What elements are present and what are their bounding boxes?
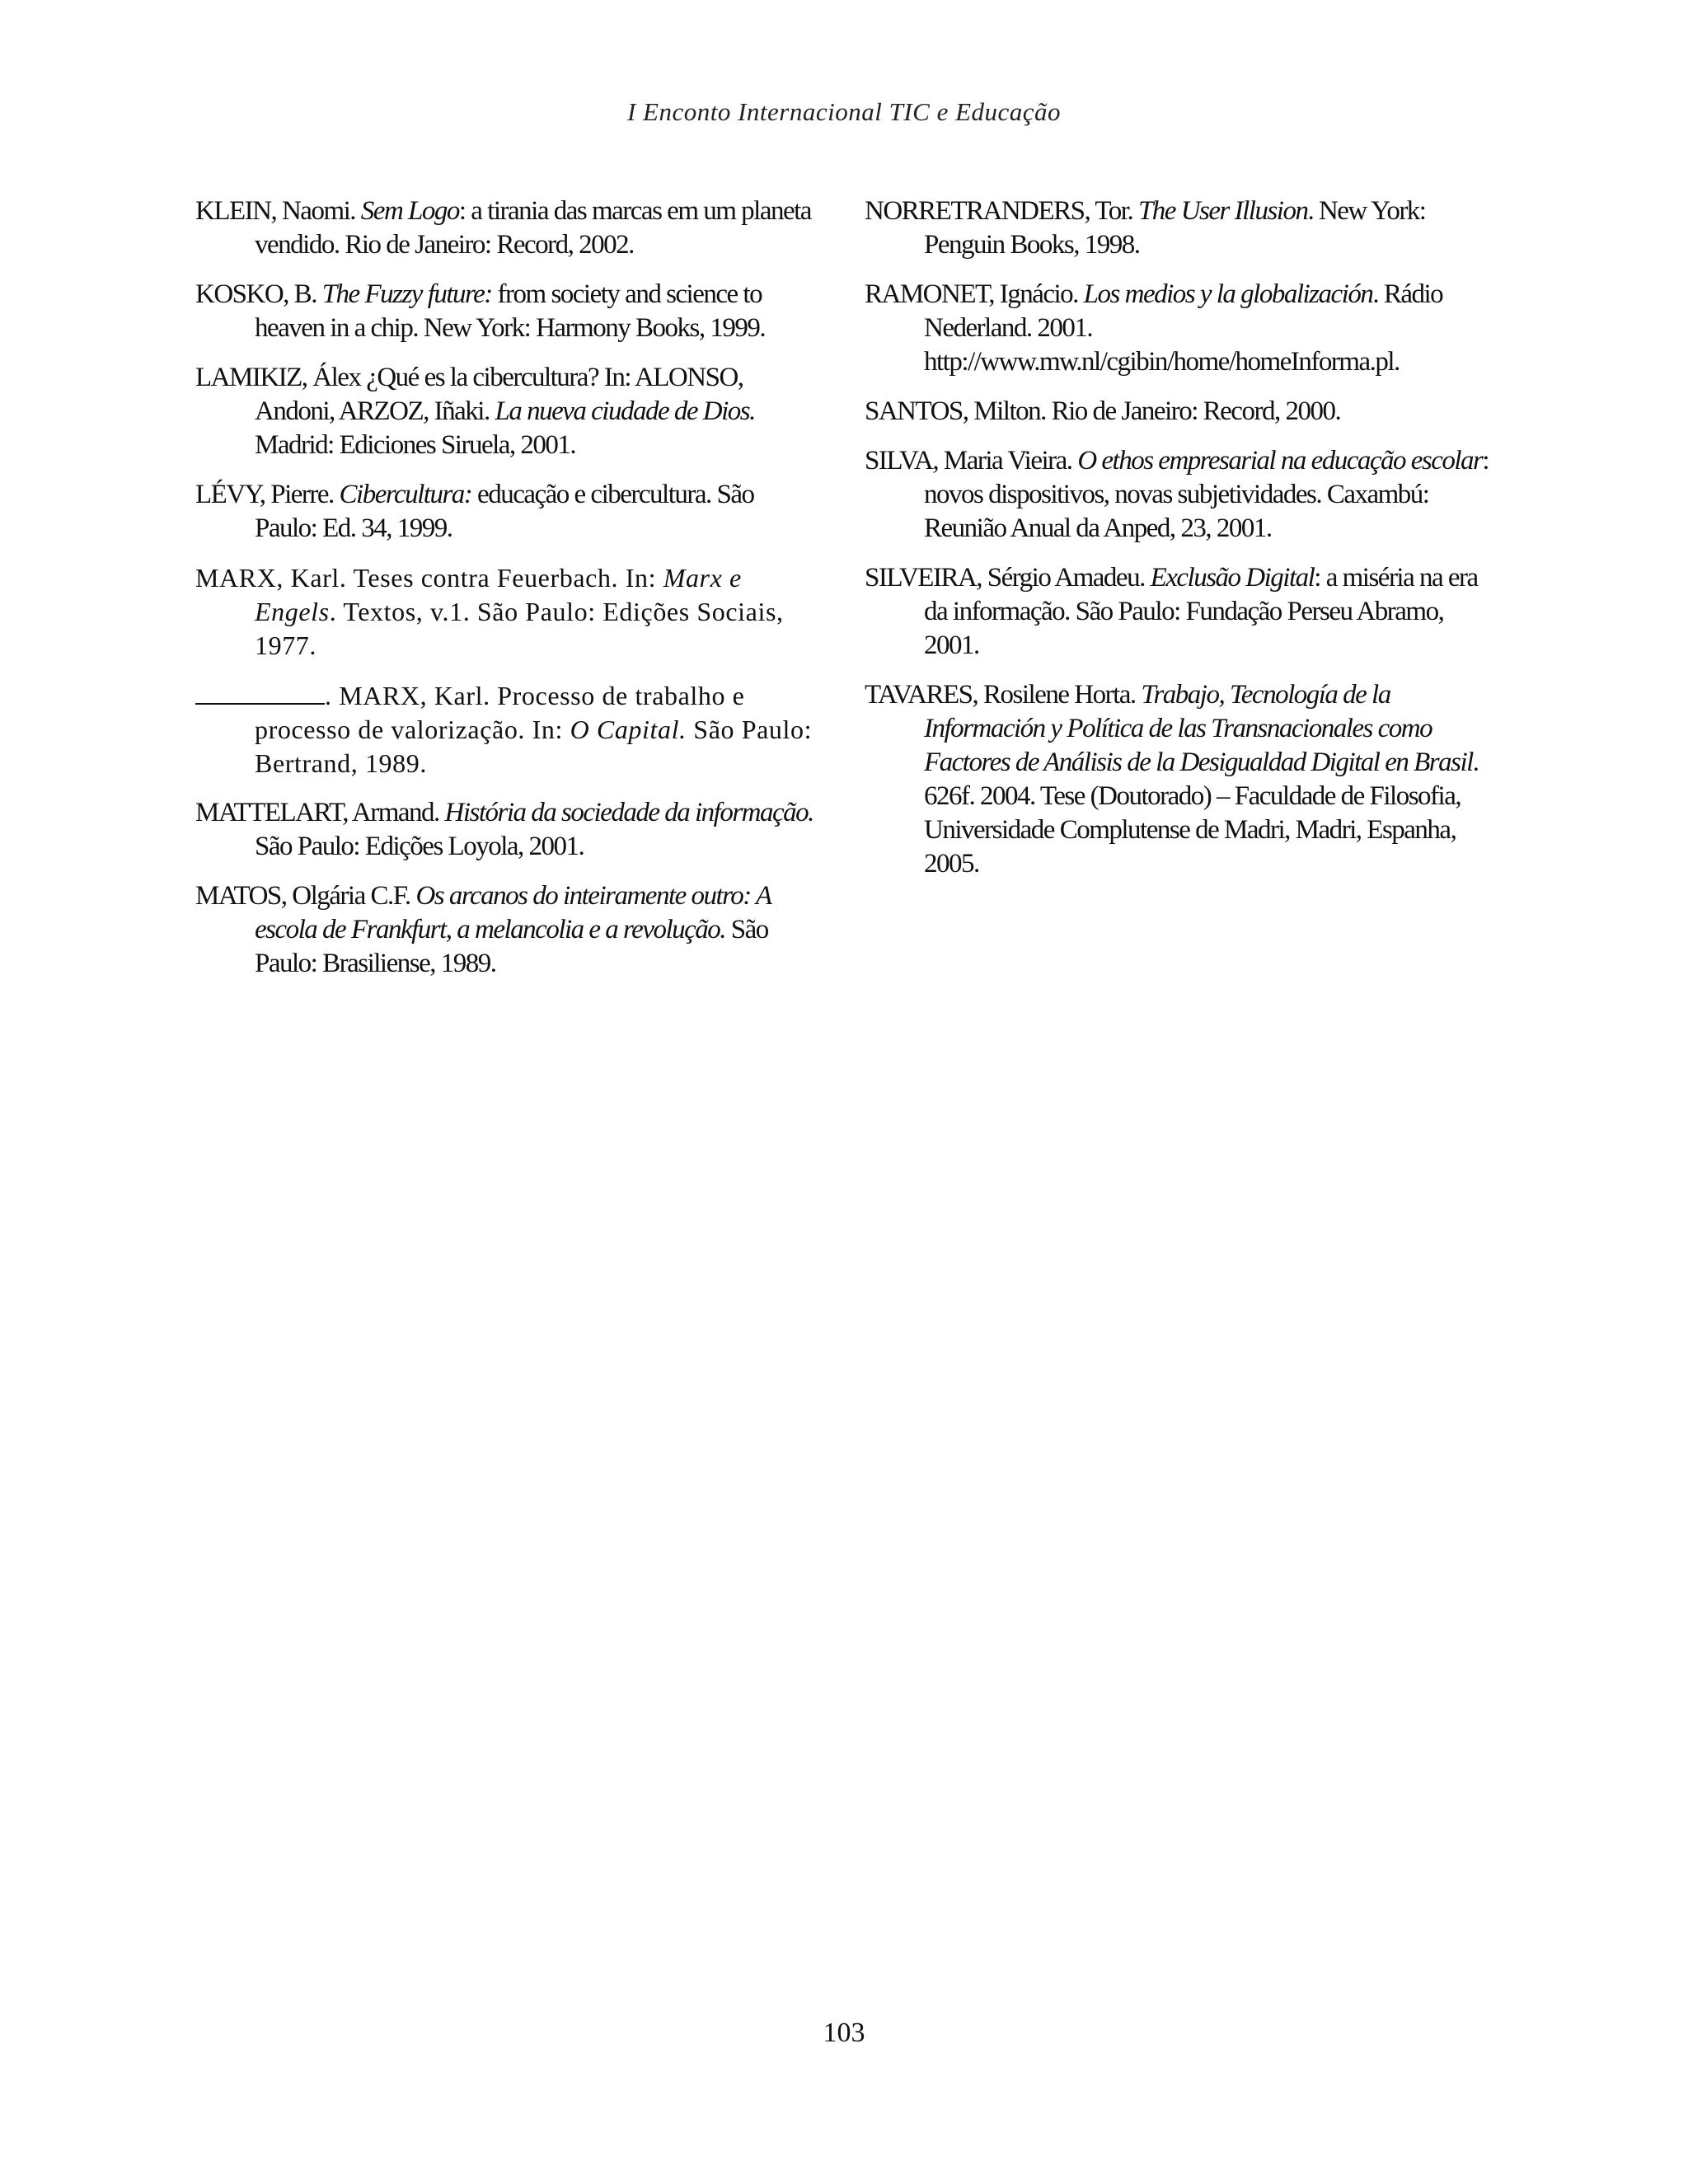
- references-right-column: [865, 194, 1499, 897]
- reference-entry: TAVARES, Rosilene Horta. Trabajo, Tecnología de la Información y Política de las Transnacionales como Factores de Análisis de la Desigualdad Digital en Brasil. 626f. 2004. Tese (Doutorado) – Faculdade de Filosofia, Universidade Complutense de Madri, Madri, Espanha, 2005.: [865, 680, 1479, 879]
- running-header: I Enconto Internacional TIC e Educação: [626, 97, 1062, 126]
- repeated-author-line: [195, 678, 325, 705]
- references-left-column: [195, 194, 814, 996]
- reference-entry: SILVA, Maria Vieira. O ethos empresarial na educação escolar: novos dispositivos, novas subjetividades. Caxambú: Reunião Anual da Anped, 23, 2001.: [865, 446, 1489, 543]
- reference-entry: MARX, Karl. Teses contra Feuerbach. In: Marx e Engels. Textos, v.1. São Paulo: Edições Sociais, 1977.: [195, 563, 784, 660]
- reference-entry: . MARX, Karl. Processo de trabalho e processo de valorização. In: O Capital. São Paulo: Bertrand, 1989.: [195, 678, 814, 780]
- reference-entry: MATOS, Olgária C.F. Os arcanos do inteiramente outro: A escola de Frankfurt, a melancolia e a revolução. São Paulo: Brasiliense, 1989.: [195, 881, 771, 978]
- reference-entry: KOSKO, B. The Fuzzy future: from society and science to heaven in a chip. New York: Harmony Books, 1999.: [195, 279, 766, 343]
- reference-entry: LAMIKIZ, Álex ¿Qué es la cibercultura? In: ALONSO, Andoni, ARZOZ, Iñaki. La nueva ciudade de Dios. Madrid: Ediciones Siruela, 2001.: [195, 363, 755, 460]
- reference-entry: SILVEIRA, Sérgio Amadeu. Exclusão Digital: a miséria na era da informação. São Paulo: Fundação Perseu Abramo, 2001.: [865, 563, 1478, 660]
- reference-entry: SANTOS, Milton. Rio de Janeiro: Record, 2000.: [865, 396, 1341, 426]
- reference-entry: KLEIN, Naomi. Sem Logo: a tirania das marcas em um planeta vendido. Rio de Janeiro: Record, 2002.: [195, 196, 811, 260]
- reference-entry: MATTELART, Armand. História da sociedade da informação. São Paulo: Edições Loyola, 2001.: [195, 798, 814, 861]
- reference-entry: RAMONET, Ignácio. Los medios y la globalización. Rádio Nederland. 2001. http://www.mw.nl/cgibin/home/homeInforma.pl.: [865, 279, 1443, 377]
- reference-entry: NORRETRANDERS, Tor. The User Illusion. New York: Penguin Books, 1998.: [865, 196, 1426, 260]
- reference-entry: LÉVY, Pierre. Cibercultura: educação e cibercultura. São Paulo: Ed. 34, 1999.: [195, 480, 754, 543]
- page-number: 103: [823, 2018, 865, 2048]
